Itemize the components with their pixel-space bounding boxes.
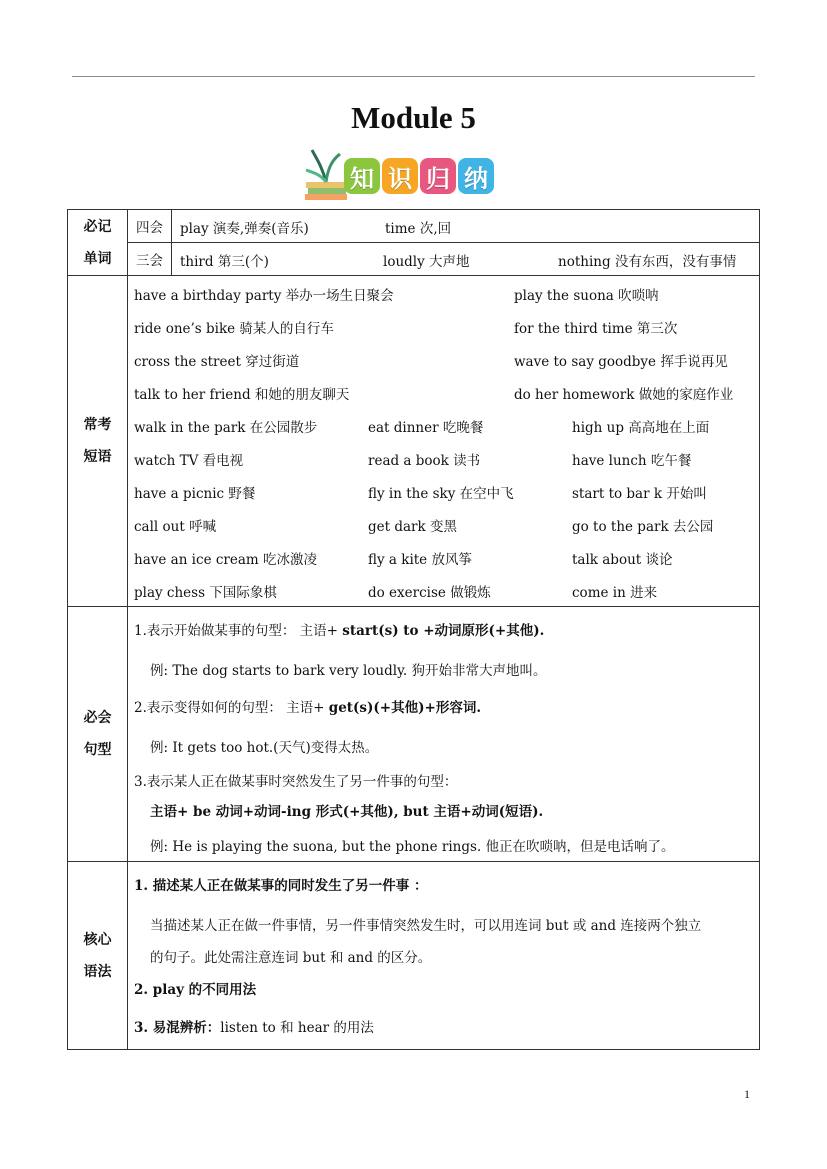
word-nothing: nothing 没有东西，没有事情	[558, 254, 737, 270]
phrases-cell	[128, 276, 760, 607]
banner-char-2: 识	[382, 158, 418, 194]
word-third: third 第三(个)	[180, 254, 269, 270]
sentence-pattern-1: 1.表示开始做某事的句型： 主语+ start(s) to +动词原形(+其他).	[134, 623, 545, 639]
grammar-point-3: 3. 易混辨析：listen to 和 hear 的用法	[134, 1020, 374, 1036]
phrase: talk to her friend 和她的朋友聊天	[134, 387, 350, 403]
banner-char-1: 知	[344, 158, 380, 194]
banner-char-4: 纳	[458, 158, 494, 194]
word-time: time 次,回	[385, 221, 452, 237]
phrase: ride one’s bike 骑某人的自行车	[134, 321, 334, 337]
level-four: 四会	[128, 210, 172, 243]
phrase: do exercise 做锻炼	[368, 585, 491, 601]
word-play: play 演奏,弹奏(音乐)	[180, 221, 309, 237]
grammar-label: 核心 语法	[68, 862, 128, 1050]
example-1: 例: The dog starts to bark very loudly. 狗开始非常大声地叫。	[150, 663, 547, 679]
example-3: 例: He is playing the suona, but the phone rings. 他正在吹唢呐，但是电话响了。	[150, 839, 675, 855]
phrase: wave to say goodbye 挥手说再见	[514, 354, 728, 370]
phrase: play chess 下国际象棋	[134, 585, 277, 601]
phrase: walk in the park 在公园散步	[134, 420, 318, 436]
level-three: 三会	[128, 243, 172, 276]
word-loudly: loudly 大声地	[383, 254, 470, 270]
grammar-explanation-2: 的句子。此处需注意连词 but 和 and 的区分。	[150, 950, 432, 966]
phrase: talk about 谈论	[572, 552, 673, 568]
vocab-label: 必记 单词	[68, 210, 128, 276]
vocab-row-2	[172, 243, 760, 276]
page-number: 1	[744, 1087, 750, 1101]
phrase: have an ice cream 吃冰激凌	[134, 552, 317, 568]
phrase: go to the park 去公园	[572, 519, 714, 535]
sentence-pattern-3-formula: 主语+ be 动词+动词-ing 形式(+其他), but 主语+动词(短语).	[150, 804, 544, 820]
sentence-pattern-3: 3.表示某人正在做某事时突然发生了另一件事的句型：	[134, 774, 458, 790]
banner-char-3: 归	[420, 158, 456, 194]
summary-table	[67, 209, 760, 1050]
phrase: cross the street 穿过街道	[134, 354, 300, 370]
grammar-cell	[128, 862, 760, 1050]
phrase: call out 呼喊	[134, 519, 217, 535]
phrases-label: 常考 短语	[68, 276, 128, 607]
phrase: have a picnic 野餐	[134, 486, 256, 502]
phrase: eat dinner 吃晚餐	[368, 420, 484, 436]
knowledge-banner	[302, 146, 502, 202]
vocab-row-1	[172, 210, 760, 243]
phrase: have lunch 吃午餐	[572, 453, 692, 469]
phrase: high up 高高地在上面	[572, 420, 710, 436]
phrase: start to bar k 开始叫	[572, 486, 707, 502]
phrase: come in 进来	[572, 585, 658, 601]
grammar-explanation-1: 当描述某人正在做一件事情，另一件事情突然发生时，可以用连词 but 或 and 连接两个独立	[150, 918, 702, 934]
sentences-cell	[128, 607, 760, 862]
sentence-pattern-2: 2.表示变得如何的句型： 主语+ get(s)(+其他)+形容词.	[134, 700, 482, 716]
phrase: read a book 读书	[368, 453, 481, 469]
header-rule	[72, 76, 755, 77]
phrase: do her homework 做她的家庭作业	[514, 387, 734, 403]
phrase: play the suona 吹唢呐	[514, 288, 659, 304]
grammar-point-2: 2. play 的不同用法	[134, 982, 257, 998]
phrase: watch TV 看电视	[134, 453, 244, 469]
phrase: get dark 变黑	[368, 519, 457, 535]
example-2: 例: It gets too hot.(天气)变得太热。	[150, 740, 379, 756]
phrase: have a birthday party 举办一场生日聚会	[134, 288, 394, 304]
page-title: Module 5	[351, 100, 476, 135]
phrase: fly in the sky 在空中飞	[368, 486, 514, 502]
phrase: for the third time 第三次	[514, 321, 678, 337]
sentences-label: 必会 句型	[68, 607, 128, 862]
grammar-point-1: 1. 描述某人正在做某事的同时发生了另一件事 ：	[134, 878, 428, 894]
phrase: fly a kite 放风筝	[368, 552, 472, 568]
